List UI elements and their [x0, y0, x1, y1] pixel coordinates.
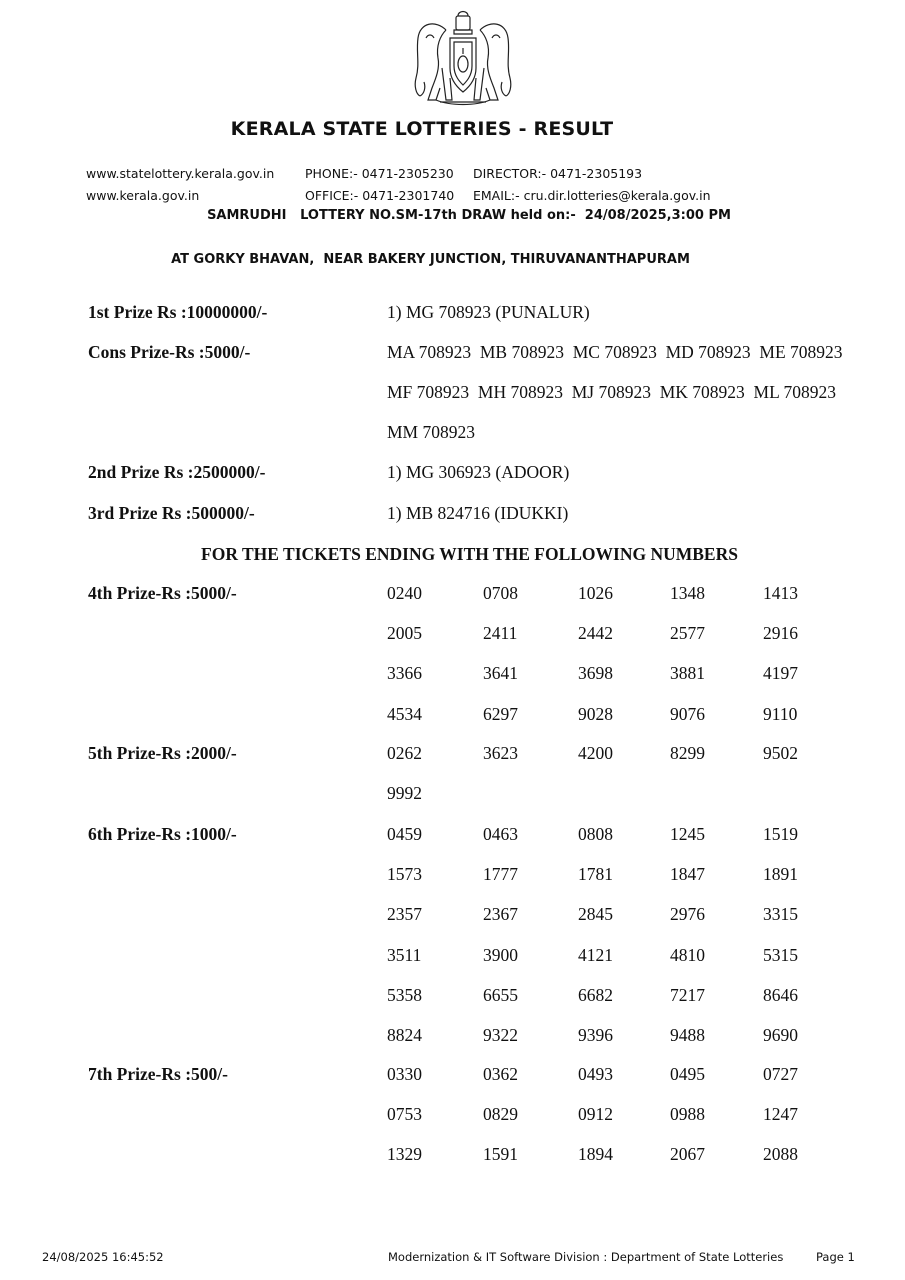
seventh-prize-number: 1329: [387, 1144, 422, 1164]
footer-timestamp: 24/08/2025 16:45:52: [42, 1250, 164, 1264]
cons-prize-line: MF 708923 MH 708923 MJ 708923 MK 708923 ML 708923: [387, 382, 837, 402]
seventh-prize-number: 1894: [578, 1144, 613, 1164]
fourth-prize-number: 2916: [763, 623, 798, 643]
cons-prize-label: Cons Prize-Rs :5000/-: [88, 342, 251, 362]
sixth-prize-number: 8824: [387, 1025, 422, 1045]
third-prize-label: 3rd Prize Rs :500000/-: [88, 503, 255, 523]
website-link-statelottery[interactable]: www.statelottery.kerala.gov.in: [86, 166, 275, 181]
page-title: KERALA STATE LOTTERIES - RESULT: [230, 118, 614, 140]
sixth-prize-number: 9322: [483, 1025, 518, 1045]
fourth-prize-number: 1348: [670, 583, 705, 603]
sixth-prize-number: 4121: [578, 945, 613, 965]
fifth-prize-number: 4200: [578, 743, 613, 763]
sixth-prize-number: 3511: [387, 945, 422, 965]
seventh-prize-number: 2088: [763, 1144, 798, 1164]
seventh-prize-number: 0362: [483, 1064, 518, 1084]
website-link-kerala[interactable]: www.kerala.gov.in: [86, 188, 200, 203]
second-prize-label: 2nd Prize Rs :2500000/-: [88, 462, 266, 482]
sixth-prize-number: 9396: [578, 1025, 613, 1045]
fourth-prize-number: 2411: [483, 623, 518, 643]
seventh-prize-number: 0912: [578, 1104, 613, 1124]
seventh-prize-number: 0753: [387, 1104, 422, 1124]
third-prize-value: 1) MB 824716 (IDUKKI): [387, 503, 569, 523]
sixth-prize-number: 2367: [483, 904, 518, 924]
seventh-prize-number: 0988: [670, 1104, 705, 1124]
director-number: DIRECTOR:- 0471-2305193: [473, 166, 643, 181]
phone-number: PHONE:- 0471-2305230: [305, 166, 454, 181]
seventh-prize-number: 1591: [483, 1144, 518, 1164]
sixth-prize-number: 1781: [578, 864, 613, 884]
sixth-prize-number: 9488: [670, 1025, 705, 1045]
fourth-prize-number: 0240: [387, 583, 422, 603]
sixth-prize-number: 1573: [387, 864, 422, 884]
sixth-prize-number: 2845: [578, 904, 613, 924]
sixth-prize-number: 1777: [483, 864, 518, 884]
seventh-prize-number: 0495: [670, 1064, 705, 1084]
fourth-prize-number: 2005: [387, 623, 422, 643]
fifth-prize-number: 9502: [763, 743, 798, 763]
seventh-prize-number: 1247: [763, 1104, 798, 1124]
fourth-prize-number: 1026: [578, 583, 613, 603]
fourth-prize-number: 2577: [670, 623, 705, 643]
sixth-prize-number: 1891: [763, 864, 798, 884]
fourth-prize-number: 3641: [483, 663, 518, 683]
sixth-prize-number: 5358: [387, 985, 422, 1005]
seventh-prize-number: 0330: [387, 1064, 422, 1084]
fifth-prize-number: 9992: [387, 783, 422, 803]
fourth-prize-number: 9028: [578, 704, 613, 724]
sixth-prize-number: 4810: [670, 945, 705, 965]
sixth-prize-label: 6th Prize-Rs :1000/-: [88, 824, 237, 844]
sixth-prize-number: 9690: [763, 1025, 798, 1045]
fourth-prize-number: 3366: [387, 663, 422, 683]
draw-info: SAMRUDHI LOTTERY NO.SM-17th DRAW held on:- 24/08/2025,3:00 PM: [207, 208, 731, 223]
first-prize-label: 1st Prize Rs :10000000/-: [88, 302, 268, 322]
sixth-prize-number: 2357: [387, 904, 422, 924]
seventh-prize-number: 0493: [578, 1064, 613, 1084]
fifth-prize-number: 0262: [387, 743, 422, 763]
footer-page-number: Page 1: [816, 1250, 855, 1264]
fourth-prize-number: 2442: [578, 623, 613, 643]
fourth-prize-number: 9076: [670, 704, 705, 724]
sixth-prize-number: 0463: [483, 824, 518, 844]
sixth-prize-number: 1519: [763, 824, 798, 844]
fifth-prize-number: 8299: [670, 743, 705, 763]
fourth-prize-number: 1413: [763, 583, 798, 603]
fourth-prize-number: 9110: [763, 704, 798, 724]
fourth-prize-number: 3698: [578, 663, 613, 683]
fourth-prize-number: 4534: [387, 704, 422, 724]
second-prize-value: 1) MG 306923 (ADOOR): [387, 462, 570, 482]
sixth-prize-number: 3315: [763, 904, 798, 924]
footer-division: Modernization & IT Software Division : Department of State Lotteries: [388, 1250, 784, 1264]
seventh-prize-label: 7th Prize-Rs :500/-: [88, 1064, 228, 1084]
seventh-prize-number: 0727: [763, 1064, 798, 1084]
sixth-prize-number: 0808: [578, 824, 613, 844]
cons-prize-line: MA 708923 MB 708923 MC 708923 MD 708923 ME 708923: [387, 342, 843, 362]
office-number: OFFICE:- 0471-2301740: [305, 188, 455, 203]
sixth-prize-number: 2976: [670, 904, 705, 924]
sixth-prize-number: 1847: [670, 864, 705, 884]
draw-venue: AT GORKY BHAVAN, NEAR BAKERY JUNCTION, THIRUVANANTHAPURAM: [171, 252, 690, 267]
seventh-prize-number: 2067: [670, 1144, 705, 1164]
sixth-prize-number: 6655: [483, 985, 518, 1005]
seventh-prize-number: 0829: [483, 1104, 518, 1124]
sixth-prize-number: 5315: [763, 945, 798, 965]
cons-prize-line: MM 708923: [387, 422, 475, 442]
fifth-prize-number: 3623: [483, 743, 518, 763]
sixth-prize-number: 8646: [763, 985, 798, 1005]
fourth-prize-number: 3881: [670, 663, 705, 683]
first-prize-value: 1) MG 708923 (PUNALUR): [387, 302, 590, 322]
ending-numbers-heading: FOR THE TICKETS ENDING WITH THE FOLLOWING NUMBERS: [201, 544, 738, 564]
fourth-prize-label: 4th Prize-Rs :5000/-: [88, 583, 237, 603]
fourth-prize-number: 6297: [483, 704, 518, 724]
fourth-prize-number: 4197: [763, 663, 798, 683]
sixth-prize-number: 3900: [483, 945, 518, 965]
sixth-prize-number: 7217: [670, 985, 705, 1005]
sixth-prize-number: 6682: [578, 985, 613, 1005]
kerala-emblem-logo: [406, 8, 520, 108]
email-address[interactable]: EMAIL:- cru.dir.lotteries@kerala.gov.in: [473, 188, 711, 203]
sixth-prize-number: 0459: [387, 824, 422, 844]
fourth-prize-number: 0708: [483, 583, 518, 603]
fifth-prize-label: 5th Prize-Rs :2000/-: [88, 743, 237, 763]
sixth-prize-number: 1245: [670, 824, 705, 844]
